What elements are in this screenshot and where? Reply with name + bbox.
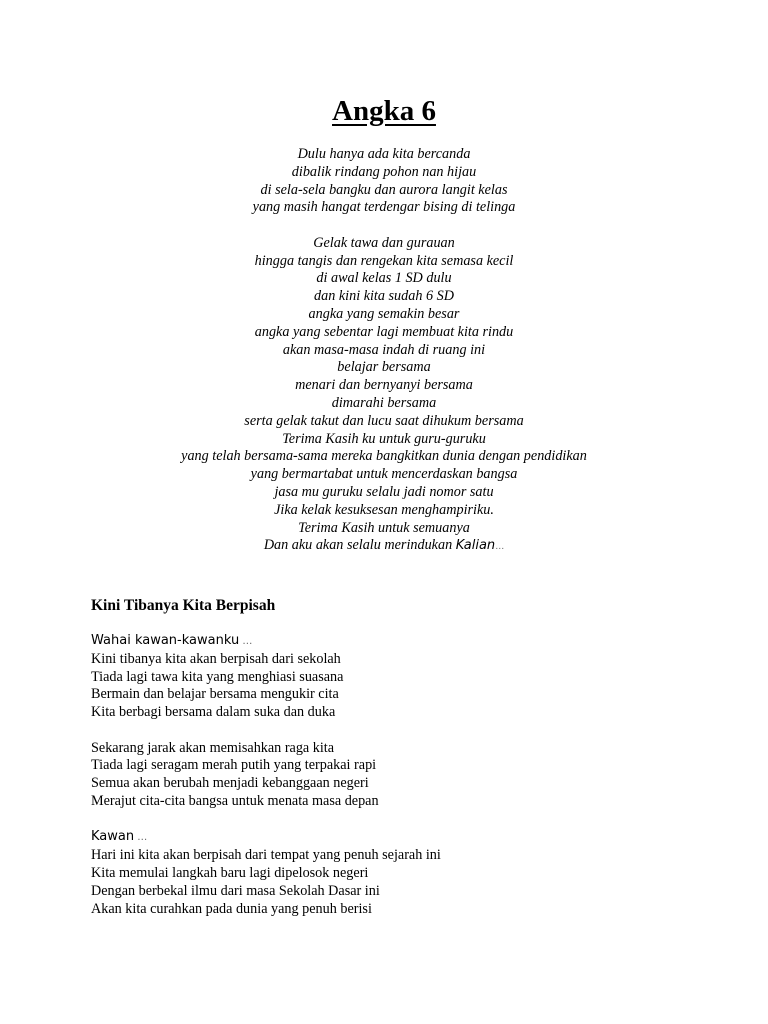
- stanza-gap: [0, 217, 768, 235]
- poem-line: jasa mu guruku selalu jadi nomor satu: [274, 483, 494, 500]
- poem-line: Gelak tawa dan gurauan: [313, 234, 455, 251]
- poem-line: Hari ini kita akan berpisah dari tempat yang penuh sejarah ini: [91, 847, 441, 864]
- poem-line: dan kini kita sudah 6 SD: [314, 288, 454, 305]
- poem-line: di awal kelas 1 SD dulu: [316, 270, 452, 287]
- poem-kini-tibanya: [91, 632, 711, 918]
- stanza: [0, 146, 768, 217]
- poem-line: serta gelak takut dan lucu saat dihukum bersama: [244, 412, 524, 429]
- stanza-gap: [91, 811, 711, 829]
- last-line-ellipsis: …: [495, 542, 505, 553]
- address-text: Kawan: [91, 829, 135, 845]
- address-ellipsis: …: [134, 832, 148, 844]
- stanza: [91, 632, 711, 722]
- greeting-ellipsis: …: [239, 636, 253, 647]
- poem-line: Dulu hanya ada kita bercanda: [297, 146, 471, 162]
- poem-line: Kita berbagi bersama dalam suka dan duka: [91, 704, 336, 721]
- poem-line: Bermain dan belajar bersama mengukir cita: [91, 686, 339, 703]
- poem-line: Merajut cita-cita bangsa untuk menata masa depan: [91, 792, 379, 809]
- stanza: [0, 235, 768, 557]
- poem-angka-6: [0, 146, 768, 557]
- poem-line: akan masa-masa indah di ruang ini: [282, 341, 486, 358]
- poem-line: Semua akan berubah menjadi kebanggaan negeri: [91, 775, 369, 792]
- poem-line: [91, 828, 711, 847]
- section-title: Kini Tibanya Kita Berpisah: [91, 597, 276, 614]
- poem-line: Terima Kasih ku untuk guru-guruku: [282, 430, 486, 447]
- poem-line: dimarahi bersama: [331, 394, 437, 411]
- poem-line: Kita memulai langkah baru lagi dipelosok negeri: [91, 864, 369, 881]
- poem-last-line: [0, 537, 768, 557]
- poem-line: hingga tangis dan rengekan kita semasa kecil: [254, 252, 514, 269]
- greeting-text: Wahai kawan-kawanku: [91, 633, 240, 648]
- stanza: [91, 828, 711, 918]
- poem-line: [91, 632, 711, 651]
- stanza-gap: [91, 722, 711, 740]
- poem-line: belajar bersama: [337, 359, 431, 376]
- poem-line: Dengan berbekal ilmu dari masa Sekolah Dasar ini: [91, 882, 380, 899]
- poem-line: Tiada lagi tawa kita yang menghiasi suasana: [91, 668, 344, 685]
- poem-line: Jika kelak kesuksesan menghampiriku.: [274, 501, 494, 518]
- last-line-word: Kalian: [455, 538, 496, 554]
- poem-line: yang bermartabat untuk mencerdaskan bangsa: [250, 466, 518, 483]
- poem-line: yang masih hangat terdengar bising di telinga: [252, 199, 516, 216]
- stanza: [91, 740, 711, 811]
- poem-line: Sekarang jarak akan memisahkan raga kita: [91, 739, 335, 756]
- poem-line: angka yang sebentar lagi membuat kita rindu: [254, 323, 514, 340]
- poem-line: yang telah bersama-sama mereka bangkitkan dunia dengan pendidikan: [181, 448, 587, 465]
- last-line-text: Dan aku akan selalu merindukan: [263, 537, 456, 554]
- poem-line: Akan kita curahkan pada dunia yang penuh berisi: [91, 900, 372, 917]
- poem-line: Terima Kasih untuk semuanya: [298, 519, 470, 536]
- poem-title: Angka 6: [332, 95, 436, 127]
- poem-line: di sela-sela bangku dan aurora langit kelas: [260, 181, 508, 198]
- poem-line: Tiada lagi seragam merah putih yang terpakai rapi: [91, 757, 377, 774]
- poem-line: dibalik rindang pohon nan hijau: [291, 163, 477, 180]
- poem-line: menari dan bernyanyi bersama: [295, 377, 473, 394]
- poem-line: angka yang semakin besar: [308, 305, 460, 322]
- poem-line: Kini tibanya kita akan berpisah dari sekolah: [91, 650, 341, 667]
